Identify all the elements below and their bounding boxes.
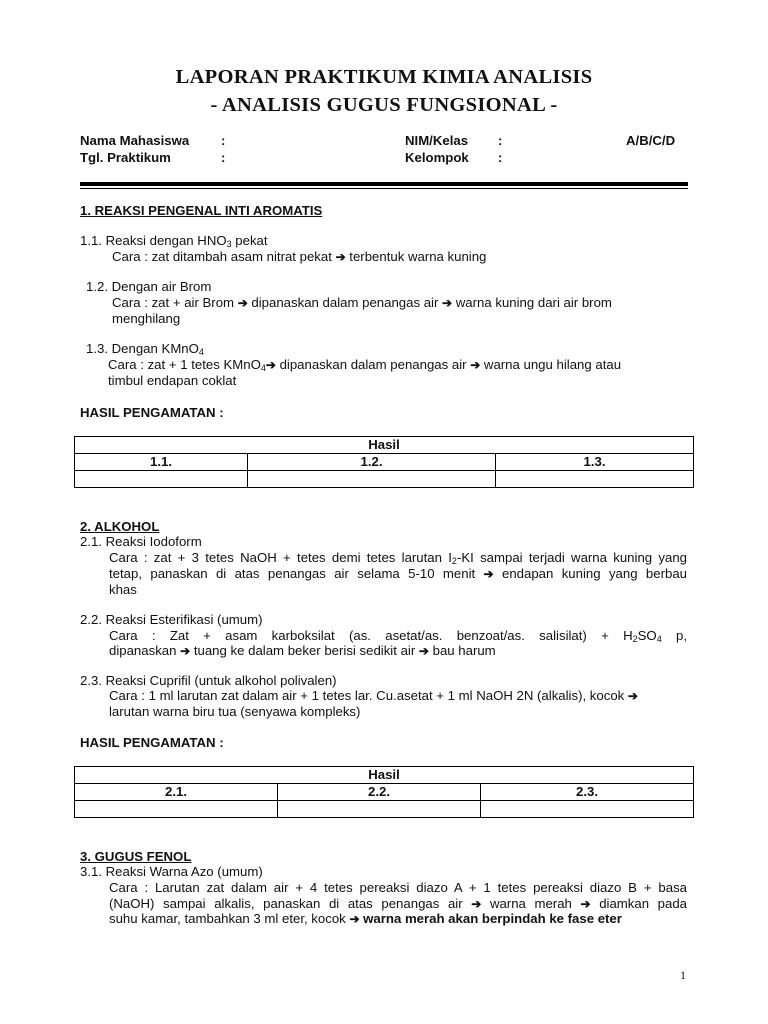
reaction-1-2-procedure-cont: menghilang bbox=[112, 311, 181, 326]
hasil-pengamatan-1-label: HASIL PENGAMATAN : bbox=[80, 405, 224, 420]
reaction-2-1-procedure-end: khas bbox=[109, 582, 137, 597]
reaction-2-2-title: 2.2. Reaksi Esterifikasi (umum) bbox=[80, 612, 263, 627]
arrow-icon: ➔ bbox=[180, 644, 191, 658]
reaction-2-1-procedure: Cara : zat + 3 tetes NaOH + tetes demi tetes larutan $I_2-KI$ sampai terjadi warna kuning yang bbox=[109, 550, 687, 566]
reaction-3-1-title: 3.1. Reaksi Warna Azo (umum) bbox=[80, 864, 263, 879]
arrow-icon: ➔ bbox=[470, 358, 481, 372]
result-cell-1-3[interactable] bbox=[496, 471, 694, 488]
arrow-icon: ➔ bbox=[483, 567, 494, 581]
arrow-icon: ➔ bbox=[335, 250, 346, 264]
nama-label: Nama Mahasiswa bbox=[80, 133, 190, 148]
arrow-icon: ➔ bbox=[265, 358, 276, 372]
reaction-2-3-procedure: Cara : 1 ml larutan zat dalam air + 1 tetes lar. Cu.asetat + 1 ml NaOH 2N (alkalis), kocok ➔ bbox=[109, 688, 638, 703]
hasil-pengamatan-2-label: HASIL PENGAMATAN : bbox=[80, 735, 224, 750]
result-cell-1-1[interactable] bbox=[75, 471, 248, 488]
reaction-1-3-procedure-cont: timbul endapan coklat bbox=[108, 373, 237, 388]
result-col-2-1: 2.1. bbox=[75, 784, 278, 801]
section3-heading: 3. GUGUS FENOL bbox=[80, 849, 192, 864]
result-col-1-1: 1.1. bbox=[75, 454, 248, 471]
section2-heading: 2. ALKOHOL bbox=[80, 519, 160, 534]
reaction-2-2-procedure-cont: dipanaskan ➔ tuang ke dalam beker berisi sedikit air ➔ bau harum bbox=[109, 643, 496, 658]
arrow-icon: ➔ bbox=[471, 897, 482, 911]
arrow-icon: ➔ bbox=[627, 689, 638, 703]
kelas-options: A/B/C/D bbox=[626, 133, 676, 148]
result-col-2-2: 2.2. bbox=[278, 784, 481, 801]
header-divider-thick bbox=[80, 182, 688, 186]
reaction-3-1-procedure-cont: (NaOH) sampai alkalis, panaskan di atas penangas air ➔ warna merah ➔ diamkan pada bbox=[109, 896, 688, 911]
reaction-2-3-procedure-cont: larutan warna biru tua (senyawa kompleks) bbox=[109, 704, 361, 719]
arrow-icon: ➔ bbox=[442, 296, 453, 310]
arrow-icon: ➔ bbox=[349, 912, 360, 926]
report-title-line1: LAPORAN PRAKTIKUM KIMIA ANALISIS bbox=[175, 66, 593, 88]
nim-label: NIM/Kelas bbox=[405, 133, 469, 148]
result-table-header: Hasil bbox=[75, 767, 694, 784]
tgl-label: Tgl. Praktikum bbox=[80, 150, 171, 165]
report-title-line2: - ANALISIS GUGUS FUNGSIONAL - bbox=[210, 94, 558, 116]
reaction-1-3-procedure: Cara : zat + 1 tetes KMnO$_4$➔ dipanaskan dalam penangas air ➔ warna ungu hilang atau bbox=[108, 357, 622, 373]
result-table-1 bbox=[74, 436, 694, 488]
reaction-1-2-procedure: Cara : zat + air Brom ➔ dipanaskan dalam penangas air ➔ warna kuning dari air brom bbox=[112, 295, 612, 310]
kelompok-colon: : bbox=[498, 150, 503, 165]
nama-colon: : bbox=[221, 133, 226, 148]
result-cell-2-1[interactable] bbox=[75, 801, 278, 818]
arrow-icon: ➔ bbox=[418, 644, 429, 658]
result-cell-2-2[interactable] bbox=[278, 801, 481, 818]
reaction-2-1-title: 2.1. Reaksi Iodoform bbox=[80, 534, 202, 549]
result-col-1-2: 1.2. bbox=[248, 454, 496, 471]
reaction-2-3-title: 2.3. Reaksi Cuprifil (untuk alkohol polivalen) bbox=[80, 673, 337, 688]
kelompok-label: Kelompok bbox=[405, 150, 469, 165]
result-table-header: Hasil bbox=[75, 437, 694, 454]
header-divider-thin bbox=[80, 188, 688, 189]
reaction-3-1-procedure-end: suhu kamar, tambahkan 3 ml eter, kocok ➔ warna merah akan berpindah ke fase eter bbox=[109, 911, 622, 926]
reaction-1-2-title: 1.2. Dengan air Brom bbox=[86, 279, 212, 294]
page-number: 1 bbox=[680, 968, 686, 982]
tgl-colon: : bbox=[221, 150, 226, 165]
result-table-2 bbox=[74, 766, 694, 818]
reaction-2-2-procedure: Cara : Zat + asam karboksilat (as. asetat/as. benzoat/as. salisilat) + $H_2SO_4$ p, bbox=[109, 628, 687, 644]
arrow-icon: ➔ bbox=[237, 296, 248, 310]
result-cell-1-2[interactable] bbox=[248, 471, 496, 488]
section1-heading: 1. REAKSI PENGENAL INTI AROMATIS bbox=[80, 203, 323, 218]
result-col-1-3: 1.3. bbox=[496, 454, 694, 471]
reaction-1-3-title: 1.3. Dengan KMnO$_4$ bbox=[86, 341, 204, 357]
result-col-2-3: 2.3. bbox=[481, 784, 694, 801]
arrow-icon: ➔ bbox=[580, 897, 591, 911]
reaction-3-1-procedure: Cara : Larutan zat dalam air + 4 tetes pereaksi diazo A + 1 tetes pereaksi diazo B + basa bbox=[109, 880, 687, 895]
reaction-2-1-procedure-cont: tetap, panaskan di atas penangas air selama 5-10 menit ➔ endapan kuning yang berbau bbox=[109, 566, 687, 581]
reaction-1-1-procedure: Cara : zat ditambah asam nitrat pekat ➔ terbentuk warna kuning bbox=[112, 249, 487, 264]
reaction-1-1-title: 1.1. Reaksi dengan $HNO_3$ pekat bbox=[80, 233, 268, 249]
nim-colon: : bbox=[498, 133, 503, 148]
result-cell-2-3[interactable] bbox=[481, 801, 694, 818]
